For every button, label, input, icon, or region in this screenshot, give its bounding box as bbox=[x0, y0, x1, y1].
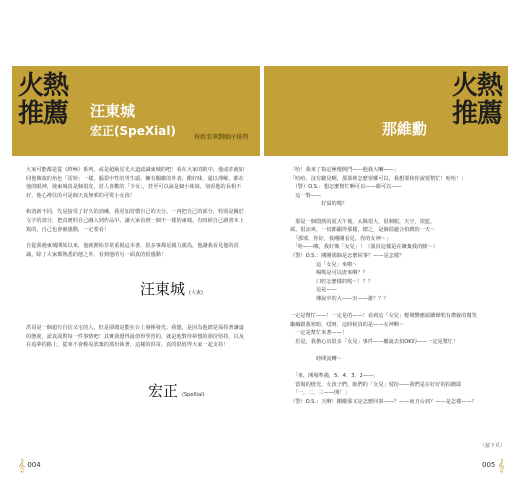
text-line: 「哈——嗨，我好像「女兒」！（演員這樣是在嫌棄我的臉～） bbox=[290, 244, 438, 251]
text-line: 繼續跟我寒暄，哎呀，這時候真的是——女神啊～ bbox=[290, 321, 405, 328]
page-number: 004 bbox=[27, 461, 41, 469]
text-line: 「那邪，你好，我剛剛看見，你的女神～」 bbox=[290, 235, 392, 242]
signature-name: 宏正 bbox=[148, 382, 179, 400]
text-line: 當場的燈光，女孩子們，她們的「女兒」裝扮——我們是在好好的拍戲耶 bbox=[290, 381, 462, 388]
text-line: 一定是幫忙——！一定是的——！看到這「女兒」輕聲響應頭嬌聲唱有禮貌的微笑 bbox=[290, 313, 477, 320]
page-number: 005 bbox=[482, 461, 496, 469]
text-line: 「哈哈，沒有聽見啊，那那裡怎麼要哪可以，我想要和你說要幫忙！哈哈！」 bbox=[290, 175, 467, 182]
signature-2 bbox=[148, 380, 205, 401]
paragraph: 和清新不同，先是接受了好久的訓練，我更加習慣自己的天分。一再把自己的部分，特別是關於文字的部分，把真實的自己融入到作品中，讓大家看到一個不一樣的東城。有時候自己讀書本上寫的，自己也會被感動，一定要看！ bbox=[26, 209, 244, 233]
right-banner bbox=[264, 66, 508, 156]
brand-line-2: 推薦 bbox=[18, 99, 69, 129]
text-line: 口腔怎麼樣的呢～！？？ bbox=[290, 278, 374, 285]
cast-name-primary: 汪東城 bbox=[90, 102, 136, 120]
spacer bbox=[290, 209, 490, 218]
spacer bbox=[290, 364, 490, 373]
text-line: 這「女兒」來啦～ bbox=[290, 261, 358, 268]
text-line: 那是一個悶熱的夏天午後，太陽很大，很刺眼，天空，很藍， bbox=[290, 218, 436, 225]
brand-line-1: 火熱 bbox=[18, 71, 69, 101]
text-line: 好囧的嗎？ bbox=[290, 201, 348, 208]
right-page-body bbox=[290, 166, 490, 407]
cast-name-secondary: 宏正(SpeXial) bbox=[90, 124, 176, 138]
text-line: （警）O.S.：剛剛那個是怎麼回事？——是怎樣？ bbox=[290, 252, 405, 259]
text-line: 一定是幫忙來著——！ bbox=[290, 330, 348, 337]
text-line: 於是，我擔心出很多「女兒」事件——聽說去拍OK的——一定是幫忙！ bbox=[290, 338, 459, 345]
paragraph: 洪哥是一個超有自信又宅的人，但是卻總是能在台上發揮發光。我想，是因為他總是保持著謙虛的態度，認真面對每一件事情吧！其實我覺得最值得學習的，就是他對待夢想的那份堅持，以及在追夢的路上，從來不會輕易放棄的那份執著，這樣的洪哥，真的很值得大家一起支持！ bbox=[26, 325, 244, 349]
left-page-body bbox=[26, 166, 248, 267]
page-number-left bbox=[18, 458, 41, 473]
book-spread bbox=[12, 66, 508, 472]
brand-line-2: 推薦 bbox=[451, 99, 502, 129]
text-line: 這是—— bbox=[290, 287, 337, 294]
music-note-icon: 𝄞 bbox=[497, 458, 505, 472]
text-line: 傳說中的大——害——誰？？？ bbox=[290, 295, 389, 302]
text-line: 喝嗎是可以唐來啊？？ bbox=[290, 270, 368, 277]
left-page-body-2 bbox=[26, 324, 248, 358]
brand-logo-right bbox=[452, 72, 502, 128]
brand-line-1: 火熱 bbox=[451, 71, 502, 101]
text-line: （警）O.S.：想怎麼幫忙啊可以——都可以—— bbox=[290, 184, 402, 191]
brand-logo-left bbox=[18, 72, 68, 128]
music-note-icon: 𝄞 bbox=[18, 458, 26, 472]
signature-tag: (SpeXial) bbox=[182, 392, 205, 398]
recommender-name: 那維勳 bbox=[382, 120, 428, 138]
continued-note: （接下頁） bbox=[480, 443, 506, 449]
paragraph: 自從我遇東城開始以來，他就開始非常重視這本書，很多事都是親力親為，他讓我看見他的真誠，除了大家都熟悉的他之外，看到他的另一面真的很感動！ bbox=[26, 243, 239, 258]
order-note: 按姓名筆劃順序排列 bbox=[194, 134, 249, 141]
text-line: 「哈！我來了指定極慢開門——他我大喇——」 bbox=[290, 167, 399, 173]
text-line: 時間流轉～ bbox=[290, 356, 342, 363]
text-line: 「一，二，三——開！」 bbox=[290, 390, 350, 397]
spacer bbox=[290, 304, 490, 313]
paragraph: 大家可能都是從《終極》系列，或是超級星光大道認識東城的吧！看在大家的眼中，他或許就如同他飾演的角色「雷婷」一樣，腦袋中性的男生頭，擁有鵝臉的外表；酷好味，還以理解，都在他的眼神，使東城真是個俏皮，討人喜歡的「少女」，甚至可以說是個小妹妹，別看他的長相不好，他心裡住的可是個天真無邪的可愛小女孩！ bbox=[26, 167, 244, 199]
text-line: 這一對—— bbox=[290, 192, 322, 199]
text-line: 「來，開場準備，5、4、3、2——」 bbox=[290, 373, 379, 380]
left-banner bbox=[12, 66, 260, 156]
spacer bbox=[290, 346, 490, 355]
page-number-right bbox=[482, 458, 505, 473]
text-line: （警）O.S.：天啊！剛剛那又是怎麼回事——？——而且台詞？——是怎樣——？ bbox=[290, 399, 477, 406]
text-line: 風，很涼爽，一切都顯得那樣，總之，是個很適合拍戲的一天～ bbox=[290, 227, 436, 234]
signature-name: 汪東城 bbox=[140, 280, 186, 298]
signature-tag: (大東) bbox=[189, 290, 203, 296]
signature-1 bbox=[140, 278, 203, 299]
